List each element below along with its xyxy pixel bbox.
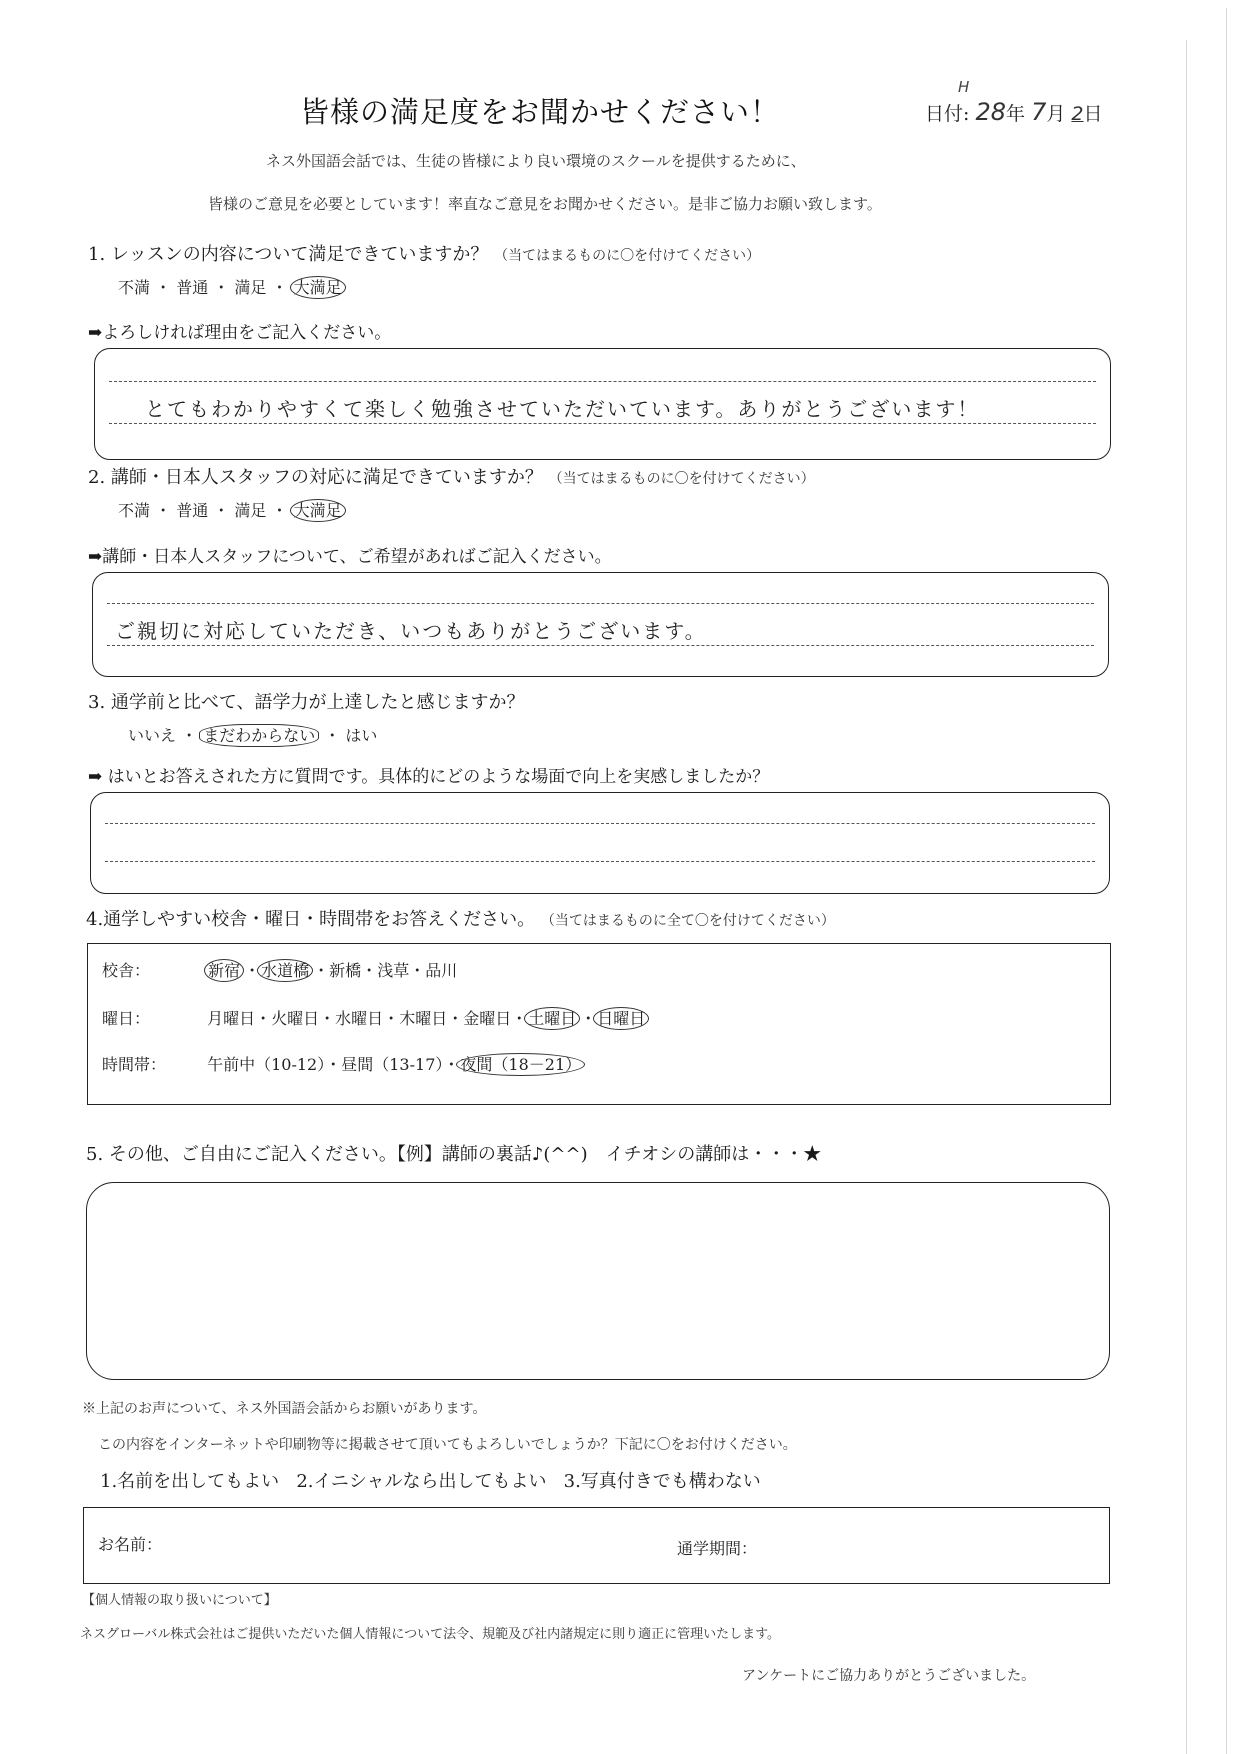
q1-question-text: 1. レッスンの内容について満足できていますか？: [88, 244, 489, 265]
q4-campus-option[interactable]: 新橋: [329, 961, 362, 980]
date-day: 2: [1071, 103, 1084, 125]
q5-question: 5. その他、ご自由にご記入ください。【例】講師の裏話♪(^^) イチオシの講師は・・・★: [86, 1144, 822, 1165]
q4-day-option[interactable]: 木曜日: [399, 1009, 448, 1028]
q4-times-label: 時間帯：: [102, 1055, 167, 1074]
q4-times-row: 時間帯： 午前中（10-12）・昼間（13-17）・夜間（18－21）: [102, 1052, 585, 1075]
writing-line: [105, 823, 1095, 824]
q1-note: （当てはまるものに〇を付けてください）: [494, 248, 761, 264]
q1-option-4-selected[interactable]: 大満足: [290, 276, 346, 299]
intro-line-2: 皆様のご意見を必要としています！率直なご意見をお聞かせください。是非ご協力お願い致します。: [208, 195, 882, 213]
q2-answer-box[interactable]: [92, 572, 1109, 677]
consent-option-photo[interactable]: 3.写真付きでも構わない: [563, 1471, 761, 1492]
q4-note: （当てはまるものに全て〇を付けてください）: [540, 913, 835, 929]
q1-option-3[interactable]: 満足: [234, 278, 267, 297]
q3-question: 3. 通学前と比べて、語学力が上達したと感じますか？: [88, 692, 525, 713]
privacy-body: ネスグローバル株式会社はご提供いただいた個人情報について法令、規範及び社内諸規定に則り適正に管理いたします。: [80, 1627, 781, 1642]
q3-option-1[interactable]: いいえ: [128, 726, 177, 745]
q1-answer-box[interactable]: [94, 348, 1111, 460]
q3-answer-box[interactable]: [90, 792, 1110, 894]
q5-answer-box[interactable]: [86, 1182, 1110, 1380]
q4-question: [86, 905, 835, 931]
q2-option-1[interactable]: 不満: [118, 501, 151, 520]
q2-followup: ➡講師・日本人スタッフについて、ご希望があればご記入ください。: [88, 547, 612, 567]
q3-option-2-selected[interactable]: まだわからない: [199, 724, 319, 747]
page-title: 皆様の満足度をお聞かせください！: [300, 95, 781, 129]
q2-option-4-selected[interactable]: 大満足: [290, 499, 346, 522]
q4-campus-row: 校舎： 新宿 ・水道橋 ・新橋・浅草・品川: [102, 958, 457, 981]
date-field: 日付: 28年 7月 2日: [925, 98, 1103, 126]
q4-time-option-selected[interactable]: 夜間（18－21）: [456, 1053, 585, 1076]
writing-line: [109, 381, 1096, 382]
intro-line-1: ネス外国語会話では、生徒の皆様により良い環境のスクールを提供するために、: [266, 152, 806, 170]
q3-options: いいえ ・ まだわからない ・ はい: [128, 726, 378, 745]
q4-day-option[interactable]: 金曜日: [463, 1009, 512, 1028]
q4-day-option[interactable]: 火曜日: [271, 1009, 320, 1028]
period-label: 通学期間：: [677, 1539, 758, 1558]
date-era-mark: H: [958, 78, 970, 96]
period-field[interactable]: [677, 1536, 757, 1559]
q3-option-3[interactable]: はい: [345, 726, 378, 745]
date-day-suffix: 日: [1083, 103, 1103, 125]
q4-time-option[interactable]: 昼間（13-17）: [341, 1055, 444, 1074]
q2-note: （当てはまるものに〇を付けてください）: [548, 471, 815, 487]
writing-line: [109, 423, 1096, 424]
q4-days-row: 曜日： 月曜日・火曜日・水曜日・木曜日・金曜日・土曜日 ・日曜日: [102, 1006, 649, 1029]
q3-followup: ➡ はいとお答えされた方に質問です。具体的にどのような場面で向上を実感しましたか？: [88, 767, 770, 787]
q2-answer: ご親切に対応していただき、いつもありがとうございます。: [115, 619, 707, 643]
q1-question: [88, 240, 760, 266]
q1-answer: とてもわかりやすくて楽しく勉強させていただいています。ありがとうございます！: [145, 397, 980, 421]
consent-option-name[interactable]: 1.名前を出してもよい: [100, 1471, 280, 1492]
privacy-heading: 【個人情報の取り扱いについて】: [82, 1593, 277, 1608]
q2-option-2[interactable]: 普通: [176, 501, 209, 520]
date-year: 28: [975, 98, 1007, 126]
consent-option-initials[interactable]: 2.イニシャルなら出してもよい: [296, 1471, 547, 1492]
writing-line: [105, 861, 1095, 862]
scan-line: [1186, 40, 1187, 1754]
consent-options: [100, 1467, 761, 1493]
q2-question: [88, 463, 815, 489]
scan-line: [1226, 8, 1227, 1754]
q2-question-text: 2. 講師・日本人スタッフの対応に満足できていますか？: [88, 467, 543, 488]
q4-day-option-selected[interactable]: 土曜日: [524, 1007, 580, 1030]
date-month-suffix: 月: [1046, 103, 1066, 125]
q4-day-option-selected[interactable]: 日曜日: [593, 1007, 649, 1030]
q1-option-2[interactable]: 普通: [176, 278, 209, 297]
writing-line: [107, 645, 1094, 646]
consent-request: この内容をインターネットや印刷物等に掲載させて頂いてもよろしいでしょうか？下記に〇をお付けください。: [98, 1437, 797, 1453]
consent-notice: ※上記のお声について、ネス外国語会話からお願いがあります。: [82, 1401, 487, 1417]
date-month: 7: [1031, 98, 1047, 126]
date-year-suffix: 年: [1006, 103, 1026, 125]
name-label: お名前：: [98, 1535, 163, 1554]
q1-option-1[interactable]: 不満: [118, 278, 151, 297]
date-label: 日付: [925, 103, 964, 125]
q2-option-3[interactable]: 満足: [234, 501, 267, 520]
q2-options: 不満 ・ 普通 ・ 満足 ・ 大満足: [118, 498, 346, 521]
q4-campus-option-selected[interactable]: 新宿: [204, 959, 244, 982]
q4-time-option[interactable]: 午前中（10-12）: [207, 1055, 326, 1074]
writing-line: [107, 603, 1094, 604]
q4-campus-label: 校舎：: [102, 961, 151, 980]
q4-day-option[interactable]: 月曜日: [207, 1009, 256, 1028]
q4-campus-option[interactable]: 品川: [425, 961, 458, 980]
q4-selection-box: [87, 943, 1111, 1105]
name-box: [83, 1507, 1110, 1584]
q4-campus-option[interactable]: 浅草: [377, 961, 410, 980]
name-field[interactable]: [98, 1532, 162, 1555]
q4-day-option[interactable]: 水曜日: [335, 1009, 384, 1028]
q4-campus-option-selected[interactable]: 水道橋: [257, 959, 313, 982]
q1-options: 不満 ・ 普通 ・ 満足 ・ 大満足: [118, 275, 346, 298]
footer-thanks: アンケートにご協力ありがとうございました。: [742, 1668, 1036, 1684]
q4-days-label: 曜日：: [102, 1009, 151, 1028]
q1-followup: ➡よろしければ理由をご記入ください。: [88, 323, 392, 343]
q4-question-text: 4.通学しやすい校舎・曜日・時間帯をお答えください。: [86, 909, 536, 930]
